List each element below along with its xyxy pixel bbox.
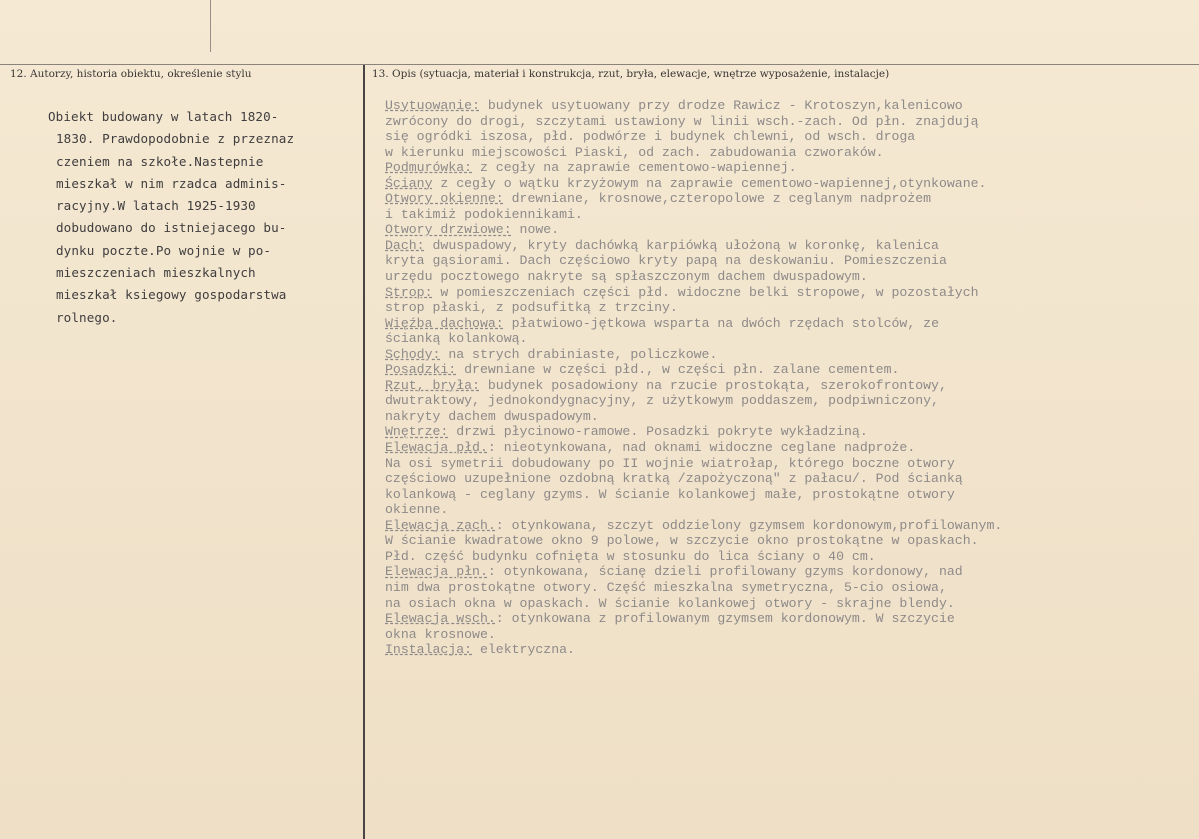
description-text: Na osi symetrii dobudowany po II wojnie wiatrołap, którego boczne otwory (385, 455, 955, 471)
description-line (385, 207, 1185, 223)
history-line: dobudowano do istniejacego bu- (56, 220, 287, 236)
description-line (385, 471, 1185, 487)
description-text: na strych drabiniaste, policzkowe. (440, 346, 718, 362)
description-text: ścianką kolankową. (385, 331, 528, 347)
description-line (385, 409, 1185, 425)
description-line (385, 564, 1185, 580)
description-text: nakryty dachem dwuspadowym. (385, 408, 599, 424)
description-keyword: Wnętrze: (385, 424, 449, 440)
history-line: rolnego. (56, 309, 118, 325)
description-text: budynek posadowiony na rzucie prostokąta, szerokofrontowy, (479, 377, 947, 393)
description-text: okienne. (385, 502, 449, 518)
description-text: kolankową - ceglany gzyms. W ścianie kolankowej małe, prostokątne otwory (385, 486, 955, 502)
description-line (385, 331, 1185, 347)
description-keyword: Więźba dachowa: (385, 315, 504, 331)
description-text: się ogródki iszosa, płd. podwórze i budynek chlewni, od wsch. droga (385, 129, 916, 145)
description-line (385, 518, 1185, 534)
description-text: Płd. część budynku cofnięta w stosunku do lica ściany o 40 cm. (385, 548, 876, 564)
description-text: urzędu pocztowego nakryte są spłaszczonym dachem dwuspadowym. (385, 269, 868, 285)
description-line (385, 456, 1185, 472)
description-keyword: Dach: (385, 237, 425, 253)
description-text: dwutraktowy, jednokondygnacyjny, z użytkowym poddaszem, podpiwniczony, (385, 393, 939, 409)
description-text: drewniane, krosnowe,czteropolowe z ceglanym nadprożem (503, 191, 932, 207)
description-line (385, 642, 1185, 658)
description-keyword: Instalacja: (385, 642, 473, 658)
description-text: W ścianie kwadratowe okno 9 polowe, w szczycie okno prostokątne w opaskach. (385, 533, 979, 549)
description-line (385, 191, 1185, 207)
description-keyword: Elewacja płd. (385, 440, 488, 456)
description-line (385, 393, 1185, 409)
description-line (385, 362, 1185, 378)
description-line (385, 222, 1185, 238)
description-text: budynek usytuowany przy drodze Rawicz - Krotoszyn,kalenicowo (479, 98, 963, 113)
description-line (385, 580, 1185, 596)
description-text: na osiach okna w opaskach. W ścianie kolankowej otwory - skrajne blendy. (385, 595, 955, 611)
description-line (385, 114, 1185, 130)
history-text-block (48, 106, 368, 329)
description-keyword: Rzut, bryła: (385, 377, 480, 393)
history-line: racyjny.W latach 1925-1930 (56, 198, 256, 214)
history-line: mieszczeniach mieszkalnych (56, 265, 256, 281)
description-text: częściowo uzupełnione ozdobną kratką /zapożyczoną" z pałacu/. Pod ścianką (385, 471, 963, 487)
description-line (385, 424, 1185, 440)
description-line (385, 129, 1185, 145)
section-12-header: 12. Autorzy, historia obiektu, określenie stylu (10, 68, 252, 80)
description-text: nim dwa prostokątne otwory. Część mieszkalna symetryczna, 5-cio osiowa, (385, 579, 947, 595)
description-line (385, 300, 1185, 316)
top-divider-line (210, 0, 211, 52)
description-text: : nieotynkowana, nad oknami widoczne ceglane nadproże. (487, 440, 916, 456)
description-text-block (385, 98, 1185, 658)
description-text: strop płaski, z podsufitką z trzciny. (385, 300, 678, 316)
description-line (385, 549, 1185, 565)
description-text: płatwiowo-jętkowa wsparta na dwóch rzędach stolców, ze (503, 315, 939, 331)
description-text: okna krosnowe. (385, 626, 496, 642)
description-keyword: Strop: (385, 284, 433, 300)
description-text: : otynkowana, ścianę dzieli profilowany gzyms kordonowy, nad (487, 564, 963, 580)
description-text: nowe. (511, 222, 560, 238)
history-line: mieszkał ksiegowy gospodarstwa (56, 287, 287, 303)
description-text: zwrócony do drogi, szczytami ustawiony w linii wsch.-zach. Od płn. znajdują (385, 113, 979, 129)
description-text: z cegły o wątku krzyżowym na zaprawie cementowo-wapiennej,otynkowane. (432, 175, 987, 191)
description-line (385, 98, 1185, 114)
history-line: dynku poczte.Po wojnie w po- (56, 242, 272, 258)
description-text: dwuspadowy, kryty dachówką karpiówką ułożoną w koronkę, kalenica (424, 237, 939, 253)
description-keyword: Usytuowanie: (385, 98, 480, 113)
description-line (385, 627, 1185, 643)
description-keyword: Posadzki: (385, 362, 457, 378)
description-keyword: Elewacja wsch. (385, 611, 496, 627)
description-line (385, 487, 1185, 503)
history-line: 1830. Prawdopodobnie z przeznaz (56, 131, 295, 147)
description-line (385, 611, 1185, 627)
description-line (385, 596, 1185, 612)
description-line (385, 378, 1185, 394)
description-line (385, 145, 1185, 161)
description-keyword: Schody: (385, 346, 441, 362)
description-text: w kierunku miejscowości Piaski, od zach. zabudowania czworaków. (385, 144, 884, 160)
description-text: : otynkowana z profilowanym gzymsem kordonowym. W szczycie (495, 611, 955, 627)
description-keyword: Elewacja płn. (385, 564, 488, 580)
description-line (385, 347, 1185, 363)
description-text: z cegły na zaprawie cementowo-wapiennej. (472, 160, 797, 176)
history-line: mieszkał w nim rzadca adminis- (56, 175, 287, 191)
description-text: kryta gąsiorami. Dach częściowo kryty papą na deskowaniu. Pomieszczenia (385, 253, 947, 269)
history-line: czeniem na szkołe.Nastepnie (56, 153, 264, 169)
description-keyword: Otwory okienne: (385, 191, 504, 207)
section-13-header: 13. Opis (sytuacja, materiał i konstrukcja, rzut, bryła, elewacje, wnętrze wyposażenie, instalacje) (372, 68, 890, 80)
description-line (385, 533, 1185, 549)
description-line (385, 316, 1185, 332)
header-rule (0, 64, 1199, 65)
description-text: drzwi płycinowo-ramowe. Posadzki pokryte wykładziną. (448, 424, 868, 440)
description-line (385, 440, 1185, 456)
description-keyword: Ściany (385, 175, 433, 191)
description-line (385, 160, 1185, 176)
description-keyword: Elewacja zach. (385, 517, 496, 533)
description-keyword: Podmurówka: (385, 160, 473, 176)
history-line: Obiekt budowany w latach 1820- (48, 109, 279, 124)
description-text: drewniane w części płd., w części płn. zalane cementem. (456, 362, 900, 378)
description-text: elektryczna. (472, 642, 575, 658)
description-line (385, 285, 1185, 301)
description-line (385, 238, 1185, 254)
description-line (385, 269, 1185, 285)
description-line (385, 253, 1185, 269)
description-text: : otynkowana, szczyt oddzielony gzymsem kordonowym,profilowanym. (495, 517, 1003, 533)
description-line (385, 502, 1185, 518)
description-line (385, 176, 1185, 192)
description-keyword: Otwory drzwiowe: (385, 222, 512, 238)
description-text: i takimiż podokiennikami. (385, 206, 583, 222)
description-text: w pomieszczeniach części płd. widoczne belki stropowe, w pozostałych (432, 284, 979, 300)
